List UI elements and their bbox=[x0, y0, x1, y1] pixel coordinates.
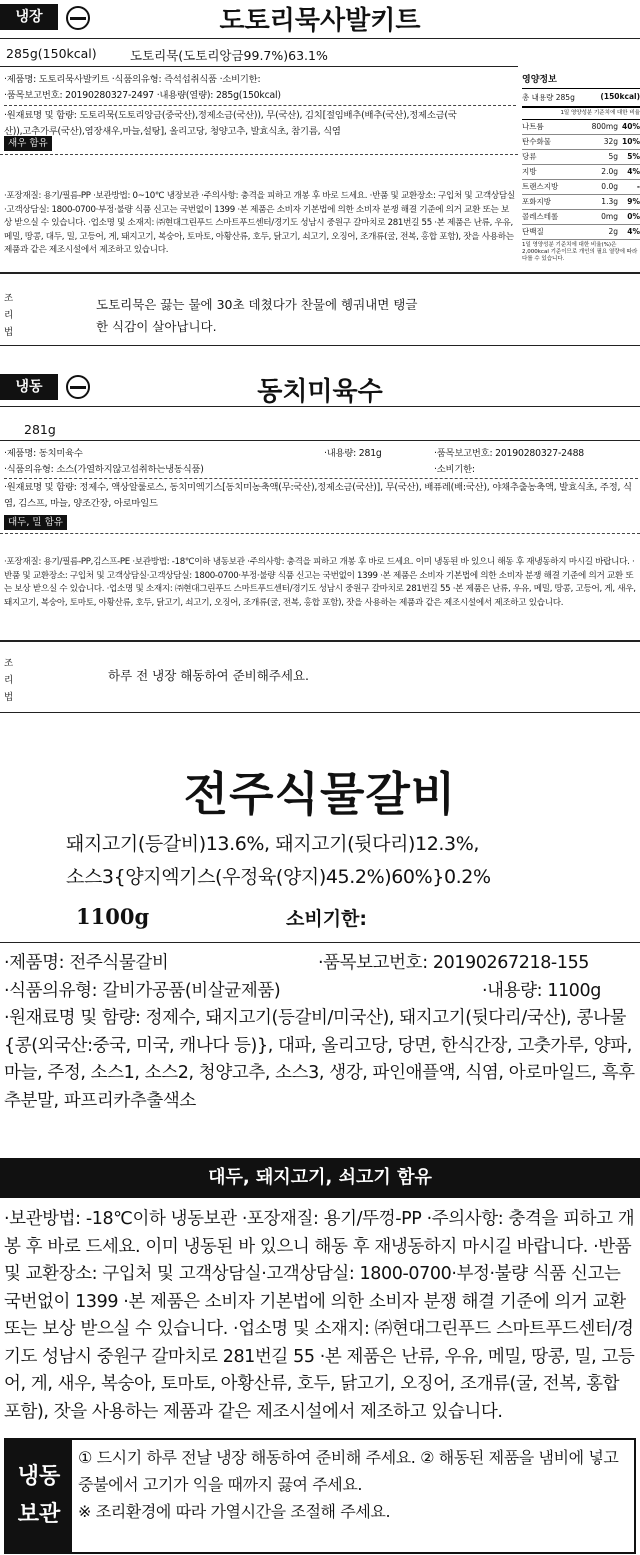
nutrition-row bbox=[522, 225, 640, 240]
nutrition-rows bbox=[522, 120, 640, 240]
product-info-1 bbox=[4, 72, 516, 139]
product-weight-3: 1100g bbox=[76, 904, 150, 929]
nutrient-value: 800mg bbox=[591, 122, 618, 131]
product-weight-1: 285g(150kcal) bbox=[6, 46, 97, 61]
divider bbox=[0, 38, 640, 39]
nutrition-row bbox=[522, 135, 640, 150]
method-label-1: 조리법 bbox=[4, 293, 14, 338]
nutrient-percent: - bbox=[636, 182, 640, 191]
product-content-3 bbox=[66, 828, 491, 894]
info-line: ·제품명: 도토리묵사발키트 ·식품의유형: 즉석섭취식품 ·소비기한: bbox=[4, 74, 261, 85]
cooking-method-1: 도토리묵은 끓는 물에 30초 데쳤다가 찬물에 헹궈내면 탱글한 식감이 살아납니다. bbox=[96, 297, 418, 334]
ingredients-line: ·원재료명 및 함량: 도토리묵(도토리앙금(중국산),정제소금(국산)), 무(국산), 김치[절임배추(배추(국산),정제소금(국 bbox=[4, 110, 457, 121]
content-line: 돼지고기(등갈비)13.6%, 돼지고기(뒷다리)12.3%, bbox=[66, 833, 480, 855]
nutrient-name: 지방 bbox=[522, 167, 537, 176]
allergy-bar-3: 대두, 돼지고기, 쇠고기 함유 bbox=[0, 1158, 640, 1198]
nutrition-row bbox=[522, 180, 640, 195]
divider bbox=[4, 105, 516, 106]
content-line: 소스3{양지엑기스(우정육(양지)45.2%)60%}0.2% bbox=[66, 866, 491, 888]
nutrition-row bbox=[522, 165, 640, 180]
divider bbox=[0, 440, 640, 441]
info-line: ·소비기한: bbox=[434, 463, 475, 475]
product-content-1: 도토리묵(도토리앙금99.7%)63.1% bbox=[130, 48, 328, 63]
nutrition-total-kcal: (150kcal) bbox=[600, 92, 640, 101]
nutrient-name: 나트륨 bbox=[522, 122, 544, 131]
haccp-seal-icon bbox=[66, 6, 90, 30]
method-label-2: 조리법 bbox=[4, 658, 14, 703]
expiry-label-3: 소비기한: bbox=[286, 908, 368, 930]
nutrient-name: 콜레스테롤 bbox=[522, 212, 559, 221]
storage-info-1: ·포장재질: 용기/필름-PP ·보관방법: 0~10℃ 냉장보관 ·주의사항: 충격을 피하고 개봉 후 바로 드세요. ·반품 및 교환장소: 구입처 및 고객상담실·고객상담실: 1800-0700·부정·불량 식품 신고는 국번없이 1399 ·본 제품은 소비자 기본법에 의한 소비자 분쟁 해결 기준에 의거 교환 또는 보상 받으실 수 있습니다. ·업소명 및 소재지: ㈜현대그린푸드 스마트푸드센터/경기도 성남시 중원구 갈마치로 281번길 55 ·본 제품은 난류, 우유, 메밀, 땅콩, 대두, 밀, 고등어, 게, 돼지고기, 복숭아, 토마토, 아황산류, 호두, 닭고기, 쇠고기, 오징어, 조개류(굴, 전복, 홍합 포함), 잣을 사용하는 제품과 같은 제조시설에서 제조하고 있습니다. bbox=[4, 191, 515, 255]
storage-info-2: ·포장재질: 용기/필름-PP,김스프-PE ·보관방법: -18℃이하 냉동보관 ·주의사항: 충격을 피하고 개봉 후 바로 드세요. 이미 냉동된 바 있으니 해동 후 재냉동하지 마시길 바랍니다. ·반품 및 교환장소: 구입처 및 고객상담실·고객상담실: 1800-0700·부정·불량 식품 신고는 국번없이 1399 ·본 제품은 소비자 기본법에 의한 소비자 분쟁 해결 기준에 의거 교환 또는 보상 받으실 수 있습니다. ·업소명 및 소재지: ㈜현대그린푸드 스마트푸드센터/경기도 성남시 중원구 갈마치로 281번길 55 ·본 제품은 난류, 우유, 메밀, 땅콩, 고등어, 게, 새우, 돼지고기, 복숭아, 토마토, 아황산류, 호두, 닭고기, 쇠고기, 오징어, 조개류(굴, 전복, 홍합 포함), 잣을 사용하는 제품과 같은 제조시설에서 제조하고 있습니다. bbox=[4, 557, 636, 608]
nutrient-value: 1.3g bbox=[601, 197, 618, 206]
cooking-method-2: 하루 전 냉장 해동하여 준비해주세요. bbox=[108, 668, 309, 683]
frozen-instructions bbox=[78, 1444, 632, 1525]
divider bbox=[0, 712, 640, 713]
product-info-2 bbox=[4, 446, 638, 511]
info-line: ·제품명: 전주식물갈비 bbox=[4, 953, 169, 973]
divider bbox=[0, 640, 640, 642]
nutrient-percent: 9% bbox=[627, 197, 640, 206]
divider bbox=[0, 942, 640, 943]
nutrient-percent: 10% bbox=[622, 137, 640, 146]
nutrient-percent: 0% bbox=[627, 212, 640, 221]
ingredients-text: ·원재료명 및 함량: 정제수, 돼지고기(등갈비/미국산), 돼지고기(뒷다리/국산), 콩나물{콩(외국산:중국, 미국, 캐나다 등)}, 대파, 올리고당, 당면, 한식간장, 고춧가루, 양파, 마늘, 주정, 소스1, 소스2, 청양고추, 소스3, 생강, 파인애플액, 식염, 아로마일드, 흑후추분말, 파프리카추출색소 bbox=[4, 1008, 635, 1111]
info-line: ·품목보고번호: 20190280327-2488 bbox=[434, 448, 585, 459]
divider bbox=[0, 345, 640, 346]
storage-info-3: ·보관방법: -18℃이하 냉동보관 ·포장재질: 용기/뚜껑-PP ·주의사항: 충격을 피하고 개봉 후 바로 드세요. 이미 냉동된 바 있으니 해동 후 재냉동하지 마시길 바랍니다. ·반품 및 교환장소: 구입처 및 고객상담실·고객상담실: 1800-0700·부정·불량 식품 신고는 국번없이 1399 ·본 제품은 소비자 기본법에 의한 소비자 분쟁 해결 기준에 의거 교환 또는 보상 받으실 수 있습니다. ·업소명 및 소재지: ㈜현대그린푸드 스마트푸드센터/경기도 성남시 중원구 갈마치로 281번길 55 ·본 제품은 난류, 우유, 메밀, 땅콩, 밀, 고등어, 게, 새우, 복숭아, 토마토, 아황산류, 호두, 닭고기, 오징어, 조개류(굴, 전복, 홍합 포함), 잣을 사용하는 제품과 같은 제조시설에서 제조하고 있습니다. bbox=[4, 1209, 635, 1422]
nutrition-row bbox=[522, 120, 640, 135]
nutrient-value: 5g bbox=[608, 152, 618, 161]
nutrition-total bbox=[522, 89, 640, 108]
divider bbox=[0, 154, 518, 155]
nutrition-row bbox=[522, 210, 640, 225]
nutrient-name: 단백질 bbox=[522, 227, 544, 236]
divider bbox=[4, 478, 638, 479]
divider bbox=[0, 533, 640, 534]
nutrition-row bbox=[522, 150, 640, 165]
nutrition-row bbox=[522, 195, 640, 210]
ingredients-line: 산)),고추가루(국산),염장새우,마늘,설탕], 올리고당, 청양고추, 발효식초, 참기름, 식염 bbox=[4, 125, 341, 137]
nutrient-value: 2g bbox=[608, 227, 618, 236]
product-title-3: 전주식물갈비 bbox=[183, 767, 457, 821]
info-row bbox=[4, 950, 636, 978]
nutrient-value: 0.0g bbox=[601, 182, 618, 191]
info-line: ·식품의유형: 갈비가공품(비살균제품) bbox=[4, 980, 281, 1001]
info-line: ·품목보고번호: 20190267218-155 bbox=[318, 953, 590, 973]
info-line: ·제품명: 동치미육수 bbox=[4, 448, 83, 459]
refrigerated-badge: 냉장 bbox=[0, 4, 58, 30]
nutrient-value: 2.0g bbox=[601, 167, 618, 176]
allergy-warning-1: 새우 함유 bbox=[4, 136, 52, 151]
product-weight-2: 281g bbox=[24, 422, 56, 437]
nutrition-panel bbox=[522, 72, 640, 263]
frozen-storage-box bbox=[4, 1438, 636, 1554]
nutrition-total-label: 총 내용량 285g bbox=[522, 93, 575, 102]
frozen-step: ① 드시기 하루 전날 냉장 해동하여 준비해 주세요. ② 해동된 제품을 냄비에 넣고 중불에서 고기가 익을 때까지 끓여 주세요. bbox=[78, 1448, 619, 1494]
nutrient-name: 트랜스지방 bbox=[522, 182, 559, 191]
nutrient-value: 0mg bbox=[601, 212, 618, 221]
info-line: ·식품의유형: 소스(가열하지않고섭취하는냉동식품) bbox=[4, 463, 204, 475]
product-title-2: 동치미육수 bbox=[257, 377, 383, 407]
nutrient-name: 당류 bbox=[522, 152, 537, 161]
nutrient-name: 탄수화물 bbox=[522, 137, 551, 146]
divider bbox=[0, 406, 640, 407]
nutrient-percent: 4% bbox=[627, 167, 640, 176]
frozen-badge: 냉동 bbox=[0, 374, 58, 400]
allergy-warning-2: 대두, 밀 함유 bbox=[4, 515, 67, 530]
info-line: ·내용량: 1100g bbox=[482, 980, 601, 1001]
nutrition-head: 1일 영양성분 기준치에 대한 비율 bbox=[522, 108, 640, 120]
info-row bbox=[4, 446, 638, 462]
nutrition-footnote: 1일 영양성분 기준치에 대한 비율(%)은 2,000kcal 기준이므로 개인의 필요 열량에 따라 다를 수 있습니다. bbox=[522, 242, 638, 262]
info-line: ·내용량: 281g bbox=[324, 448, 382, 459]
haccp-seal-icon bbox=[66, 375, 90, 399]
info-line: ·품목보고번호: 20190280327-2497 ·내용량(열량): 285g(150kcal) bbox=[4, 89, 281, 101]
frozen-storage-label: 냉동 보관 bbox=[6, 1440, 72, 1552]
nutrient-value: 32g bbox=[603, 137, 618, 146]
nutrient-percent: 5% bbox=[627, 152, 640, 161]
product-info-3 bbox=[4, 950, 636, 1115]
product-title-1: 도토리묵사발키트 bbox=[219, 6, 421, 36]
nutrient-percent: 40% bbox=[622, 122, 640, 131]
nutrient-percent: 4% bbox=[627, 227, 640, 236]
divider bbox=[0, 272, 640, 274]
info-row bbox=[4, 978, 636, 1006]
frozen-note: ※ 조리환경에 따라 가열시간을 조절해 주세요. bbox=[78, 1502, 391, 1521]
nutrient-name: 포화지방 bbox=[522, 197, 551, 206]
nutrition-title: 영양정보 bbox=[522, 72, 640, 89]
divider bbox=[0, 66, 518, 67]
info-row bbox=[4, 462, 638, 478]
ingredients-line: ·원재료명 및 함량: 정제수, 액상알룰로스, 동치미엑기스[동치미농축액(무:국산),정제소금(국산)], 무(국산), 배퓨레(배:국산), 야채추출농축액, 발효식초, 주정, 식염, 김스프, 마늘, 양조간장, 아로마일드 bbox=[4, 482, 632, 509]
